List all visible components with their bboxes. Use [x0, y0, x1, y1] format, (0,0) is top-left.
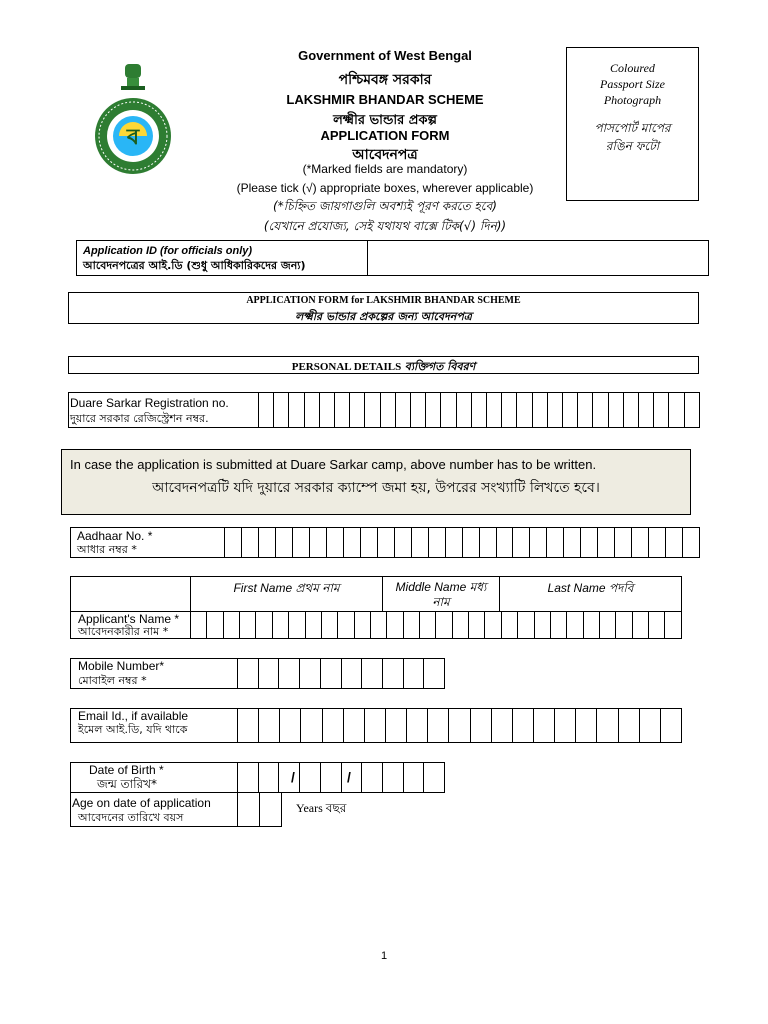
input-cell[interactable] [632, 612, 648, 638]
input-cell[interactable] [566, 612, 582, 638]
input-cell[interactable] [470, 709, 491, 742]
input-cell[interactable] [534, 612, 550, 638]
input-cell[interactable] [462, 528, 479, 557]
dob-separator-2: / [343, 769, 355, 785]
input-cell[interactable] [237, 763, 258, 792]
input-cell[interactable] [288, 612, 304, 638]
input-cell[interactable] [580, 528, 597, 557]
photo-box [566, 47, 699, 201]
input-cell[interactable] [300, 709, 321, 742]
input-cell[interactable] [403, 612, 419, 638]
applicant-name-row [70, 611, 682, 639]
input-cell[interactable] [653, 393, 668, 427]
input-cell[interactable] [385, 709, 406, 742]
page-number: 1 [380, 950, 388, 962]
input-cell[interactable] [648, 528, 665, 557]
email-row [70, 708, 682, 743]
input-cell[interactable] [501, 612, 517, 638]
input-cell[interactable] [471, 393, 486, 427]
input-cell[interactable] [190, 612, 206, 638]
input-cell[interactable] [638, 393, 653, 427]
input-cell[interactable] [237, 659, 258, 688]
input-cell[interactable] [382, 659, 403, 688]
input-cell[interactable] [665, 528, 682, 557]
duare-notice-box [61, 449, 691, 515]
input-cell[interactable] [326, 528, 343, 557]
dob-separator-1: / [287, 769, 299, 785]
input-cell[interactable] [445, 528, 462, 557]
first-name-header: First Name প্রথম নাম [233, 581, 340, 595]
dob-input[interactable] [237, 763, 444, 792]
duare-label-bn: দুয়ারে সরকার রেজিস্ট্রেশন নম্বর. [70, 412, 209, 425]
name-header-row [70, 576, 682, 612]
email-label-en: Email Id., if available [78, 709, 189, 723]
input-cell[interactable] [403, 763, 424, 792]
header-scheme-bn: লক্ষ্মীর ভান্ডার প্রকল্প [333, 113, 437, 128]
input-cell[interactable] [354, 612, 370, 638]
input-cell[interactable] [382, 763, 403, 792]
header-gov-en: Government of West Bengal [298, 48, 472, 63]
input-cell[interactable] [309, 528, 326, 557]
application-id-label-en: Application ID (for officials only) [83, 245, 253, 257]
mobile-label-bn: মোবাইল নম্বর * [78, 674, 147, 687]
input-cell[interactable] [273, 393, 288, 427]
biswa-bangla-seal-icon [95, 98, 171, 174]
input-cell[interactable] [664, 612, 680, 638]
input-cell[interactable] [395, 393, 410, 427]
photo-box-line3: Photograph [603, 93, 662, 107]
input-cell[interactable] [349, 393, 364, 427]
input-cell[interactable] [343, 709, 364, 742]
input-cell[interactable] [406, 709, 427, 742]
input-cell[interactable] [596, 709, 617, 742]
input-cell[interactable] [631, 528, 648, 557]
application-id-label-bn: আবেদনপত্রের আই.ডি (শুধু আধিকারিকদের জন্য) [83, 259, 306, 272]
input-cell[interactable] [305, 612, 321, 638]
input-cell[interactable] [684, 393, 699, 427]
mandatory-note-bn: (*চিহ্নিত জায়গাগুলি অবশ্যই পূরণ করতে হবে) [273, 199, 497, 213]
input-cell[interactable] [292, 528, 309, 557]
input-cell[interactable] [272, 612, 288, 638]
applicant-name-input[interactable] [190, 612, 681, 638]
input-cell[interactable] [386, 612, 402, 638]
input-cell[interactable] [546, 528, 563, 557]
input-cell[interactable] [550, 612, 566, 638]
tick-note-bn: (যেখানে প্রযোজ্য, সেই যথাযথ বাক্সে টিক(√) দিন)) [263, 219, 507, 233]
input-cell[interactable] [496, 528, 513, 557]
input-cell[interactable] [360, 528, 377, 557]
aadhaar-input[interactable] [224, 528, 699, 557]
input-cell[interactable] [337, 612, 353, 638]
input-cell[interactable] [403, 659, 424, 688]
input-cell[interactable] [618, 709, 639, 742]
header-form-en: APPLICATION FORM [320, 128, 450, 143]
input-cell[interactable] [278, 659, 299, 688]
input-cell[interactable] [380, 393, 395, 427]
input-cell[interactable] [320, 659, 341, 688]
input-cell[interactable] [614, 528, 631, 557]
input-cell[interactable] [288, 393, 303, 427]
form-title-box [68, 292, 699, 324]
input-cell[interactable] [377, 528, 394, 557]
input-cell[interactable] [224, 528, 241, 557]
input-cell[interactable] [237, 709, 258, 742]
input-cell[interactable] [299, 763, 320, 792]
dob-row [70, 762, 445, 793]
input-cell[interactable] [258, 528, 275, 557]
personal-heading-en: PERSONAL DETAILS [291, 361, 402, 373]
input-cell[interactable] [512, 528, 529, 557]
input-cell[interactable] [423, 659, 444, 688]
age-years-suffix: Years বছর [296, 801, 347, 815]
dob-label-bn: জন্ম তারিখ* [97, 777, 158, 791]
input-cell[interactable] [427, 709, 448, 742]
input-cell[interactable] [597, 528, 614, 557]
input-cell[interactable] [682, 528, 699, 557]
input-cell[interactable] [440, 393, 455, 427]
aadhaar-row [70, 527, 700, 558]
input-cell[interactable] [206, 612, 222, 638]
age-input[interactable] [237, 793, 281, 826]
mobile-label-en: Mobile Number* [78, 659, 165, 673]
input-cell[interactable] [479, 528, 496, 557]
duare-label-en: Duare Sarkar Registration no. [70, 396, 229, 410]
notice-bn: আবেদনপত্রটি যদি দুয়ারে সরকার ক্যাম্পে জমা হয়, উপরের সংখ্যাটি লিখতে হবে। [152, 480, 600, 496]
input-cell[interactable] [258, 659, 279, 688]
age-row [70, 792, 282, 827]
input-cell[interactable] [563, 528, 580, 557]
age-label-en: Age on date of application [72, 796, 211, 810]
input-cell[interactable] [660, 709, 681, 742]
input-cell[interactable] [223, 612, 239, 638]
input-cell[interactable] [639, 709, 660, 742]
photo-box-bn2: রঙিন ফটো [605, 139, 660, 153]
input-cell[interactable] [484, 612, 500, 638]
input-cell[interactable] [334, 393, 349, 427]
ashoka-emblem-icon [121, 64, 145, 90]
header-form-bn: আবেদনপত্র [352, 147, 418, 163]
input-cell[interactable] [583, 612, 599, 638]
input-cell[interactable] [648, 612, 664, 638]
input-cell[interactable] [319, 393, 334, 427]
input-cell[interactable] [241, 528, 258, 557]
input-cell[interactable] [364, 709, 385, 742]
input-cell[interactable] [533, 709, 554, 742]
input-cell[interactable] [322, 709, 343, 742]
input-cell[interactable] [554, 709, 575, 742]
notice-en: In case the application is submitted at Duare Sarkar camp, above number has to be written. [70, 457, 597, 472]
input-cell[interactable] [448, 709, 469, 742]
input-cell[interactable] [599, 612, 615, 638]
input-cell[interactable] [423, 763, 444, 792]
input-cell[interactable] [361, 659, 382, 688]
middle-name-header-line2: নাম [432, 595, 450, 609]
input-cell[interactable] [435, 612, 451, 638]
input-cell[interactable] [370, 612, 386, 638]
input-cell[interactable] [419, 612, 435, 638]
mobile-row [70, 658, 445, 689]
input-cell[interactable] [517, 612, 533, 638]
applicant-name-label-en: Applicant's Name * [78, 612, 180, 626]
input-cell[interactable] [364, 393, 379, 427]
input-cell[interactable] [237, 793, 259, 826]
input-cell[interactable] [341, 659, 362, 688]
svg-text:ব: ব [126, 125, 140, 150]
input-cell[interactable] [512, 709, 533, 742]
photo-box-line2: Passport Size [599, 77, 665, 91]
header-gov-bn: পশ্চিমবঙ্গ সরকার [338, 72, 432, 88]
applicant-name-label-bn: আবেদনকারীর নাম * [78, 625, 169, 638]
form-title-en: APPLICATION FORM for LAKSHMIR BHANDAR SCHEME [246, 295, 521, 306]
input-cell[interactable] [486, 393, 501, 427]
input-cell[interactable] [547, 393, 562, 427]
middle-name-header-line1: Middle Name মধ্য [395, 580, 487, 594]
input-cell[interactable] [279, 709, 300, 742]
input-cell[interactable] [468, 612, 484, 638]
input-cell[interactable] [668, 393, 683, 427]
middle-name-header [383, 580, 499, 610]
mandatory-note: (*Marked fields are mandatory) [302, 162, 468, 176]
input-cell[interactable] [320, 763, 341, 792]
duare-sarkar-row [68, 392, 700, 428]
input-cell[interactable] [491, 709, 512, 742]
email-label-bn: ইমেল আই.ডি, যদি থাকে [78, 723, 188, 736]
input-cell[interactable] [575, 709, 596, 742]
form-title-bn: লক্ষ্মীর ভান্ডার প্রকল্পের জন্য আবেদনপত্র [295, 310, 472, 323]
input-cell[interactable] [258, 763, 279, 792]
application-id-row [76, 240, 709, 276]
photo-box-bn1: পাসপোর্ট মাপের [594, 121, 671, 135]
input-cell[interactable] [255, 612, 271, 638]
input-cell[interactable] [456, 393, 471, 427]
personal-heading-bn: ব্যক্তিগত বিবরণ [404, 360, 476, 373]
input-cell[interactable] [562, 393, 577, 427]
last-name-header: Last Name পদবি [547, 581, 634, 595]
mobile-number-input[interactable] [237, 659, 444, 688]
input-cell[interactable] [239, 612, 255, 638]
input-cell[interactable] [259, 793, 281, 826]
input-cell[interactable] [623, 393, 638, 427]
input-cell[interactable] [529, 528, 546, 557]
input-cell[interactable] [452, 612, 468, 638]
input-cell[interactable] [299, 659, 320, 688]
application-id-input[interactable] [369, 241, 708, 275]
input-cell[interactable] [275, 528, 292, 557]
input-cell[interactable] [258, 709, 279, 742]
input-cell[interactable] [516, 393, 531, 427]
input-cell[interactable] [411, 528, 428, 557]
input-cell[interactable] [615, 612, 631, 638]
photo-box-line1: Coloured [610, 61, 655, 75]
aadhaar-label-bn: আধার নম্বর * [77, 543, 137, 556]
header-scheme-en: LAKSHMIR BHANDAR SCHEME [286, 92, 484, 107]
input-cell[interactable] [577, 393, 592, 427]
input-cell[interactable] [258, 393, 273, 427]
input-cell[interactable] [428, 528, 445, 557]
aadhaar-label-en: Aadhaar No. * [77, 529, 153, 543]
tick-note: (Please tick (√) appropriate boxes, wherever applicable) [236, 181, 534, 195]
email-input[interactable] [237, 709, 681, 742]
input-cell[interactable] [410, 393, 425, 427]
dob-label-en: Date of Birth * [89, 763, 164, 777]
age-label-bn: আবেদনের তারিখে বয়স [78, 811, 184, 824]
input-cell[interactable] [425, 393, 440, 427]
personal-details-heading [68, 356, 699, 374]
input-cell[interactable] [343, 528, 360, 557]
input-cell[interactable] [592, 393, 607, 427]
input-cell[interactable] [532, 393, 547, 427]
government-emblem [86, 56, 180, 176]
input-cell[interactable] [304, 393, 319, 427]
input-cell[interactable] [361, 763, 382, 792]
input-cell[interactable] [501, 393, 516, 427]
duare-registration-input[interactable] [258, 393, 699, 427]
input-cell[interactable] [321, 612, 337, 638]
input-cell[interactable] [394, 528, 411, 557]
input-cell[interactable] [608, 393, 623, 427]
